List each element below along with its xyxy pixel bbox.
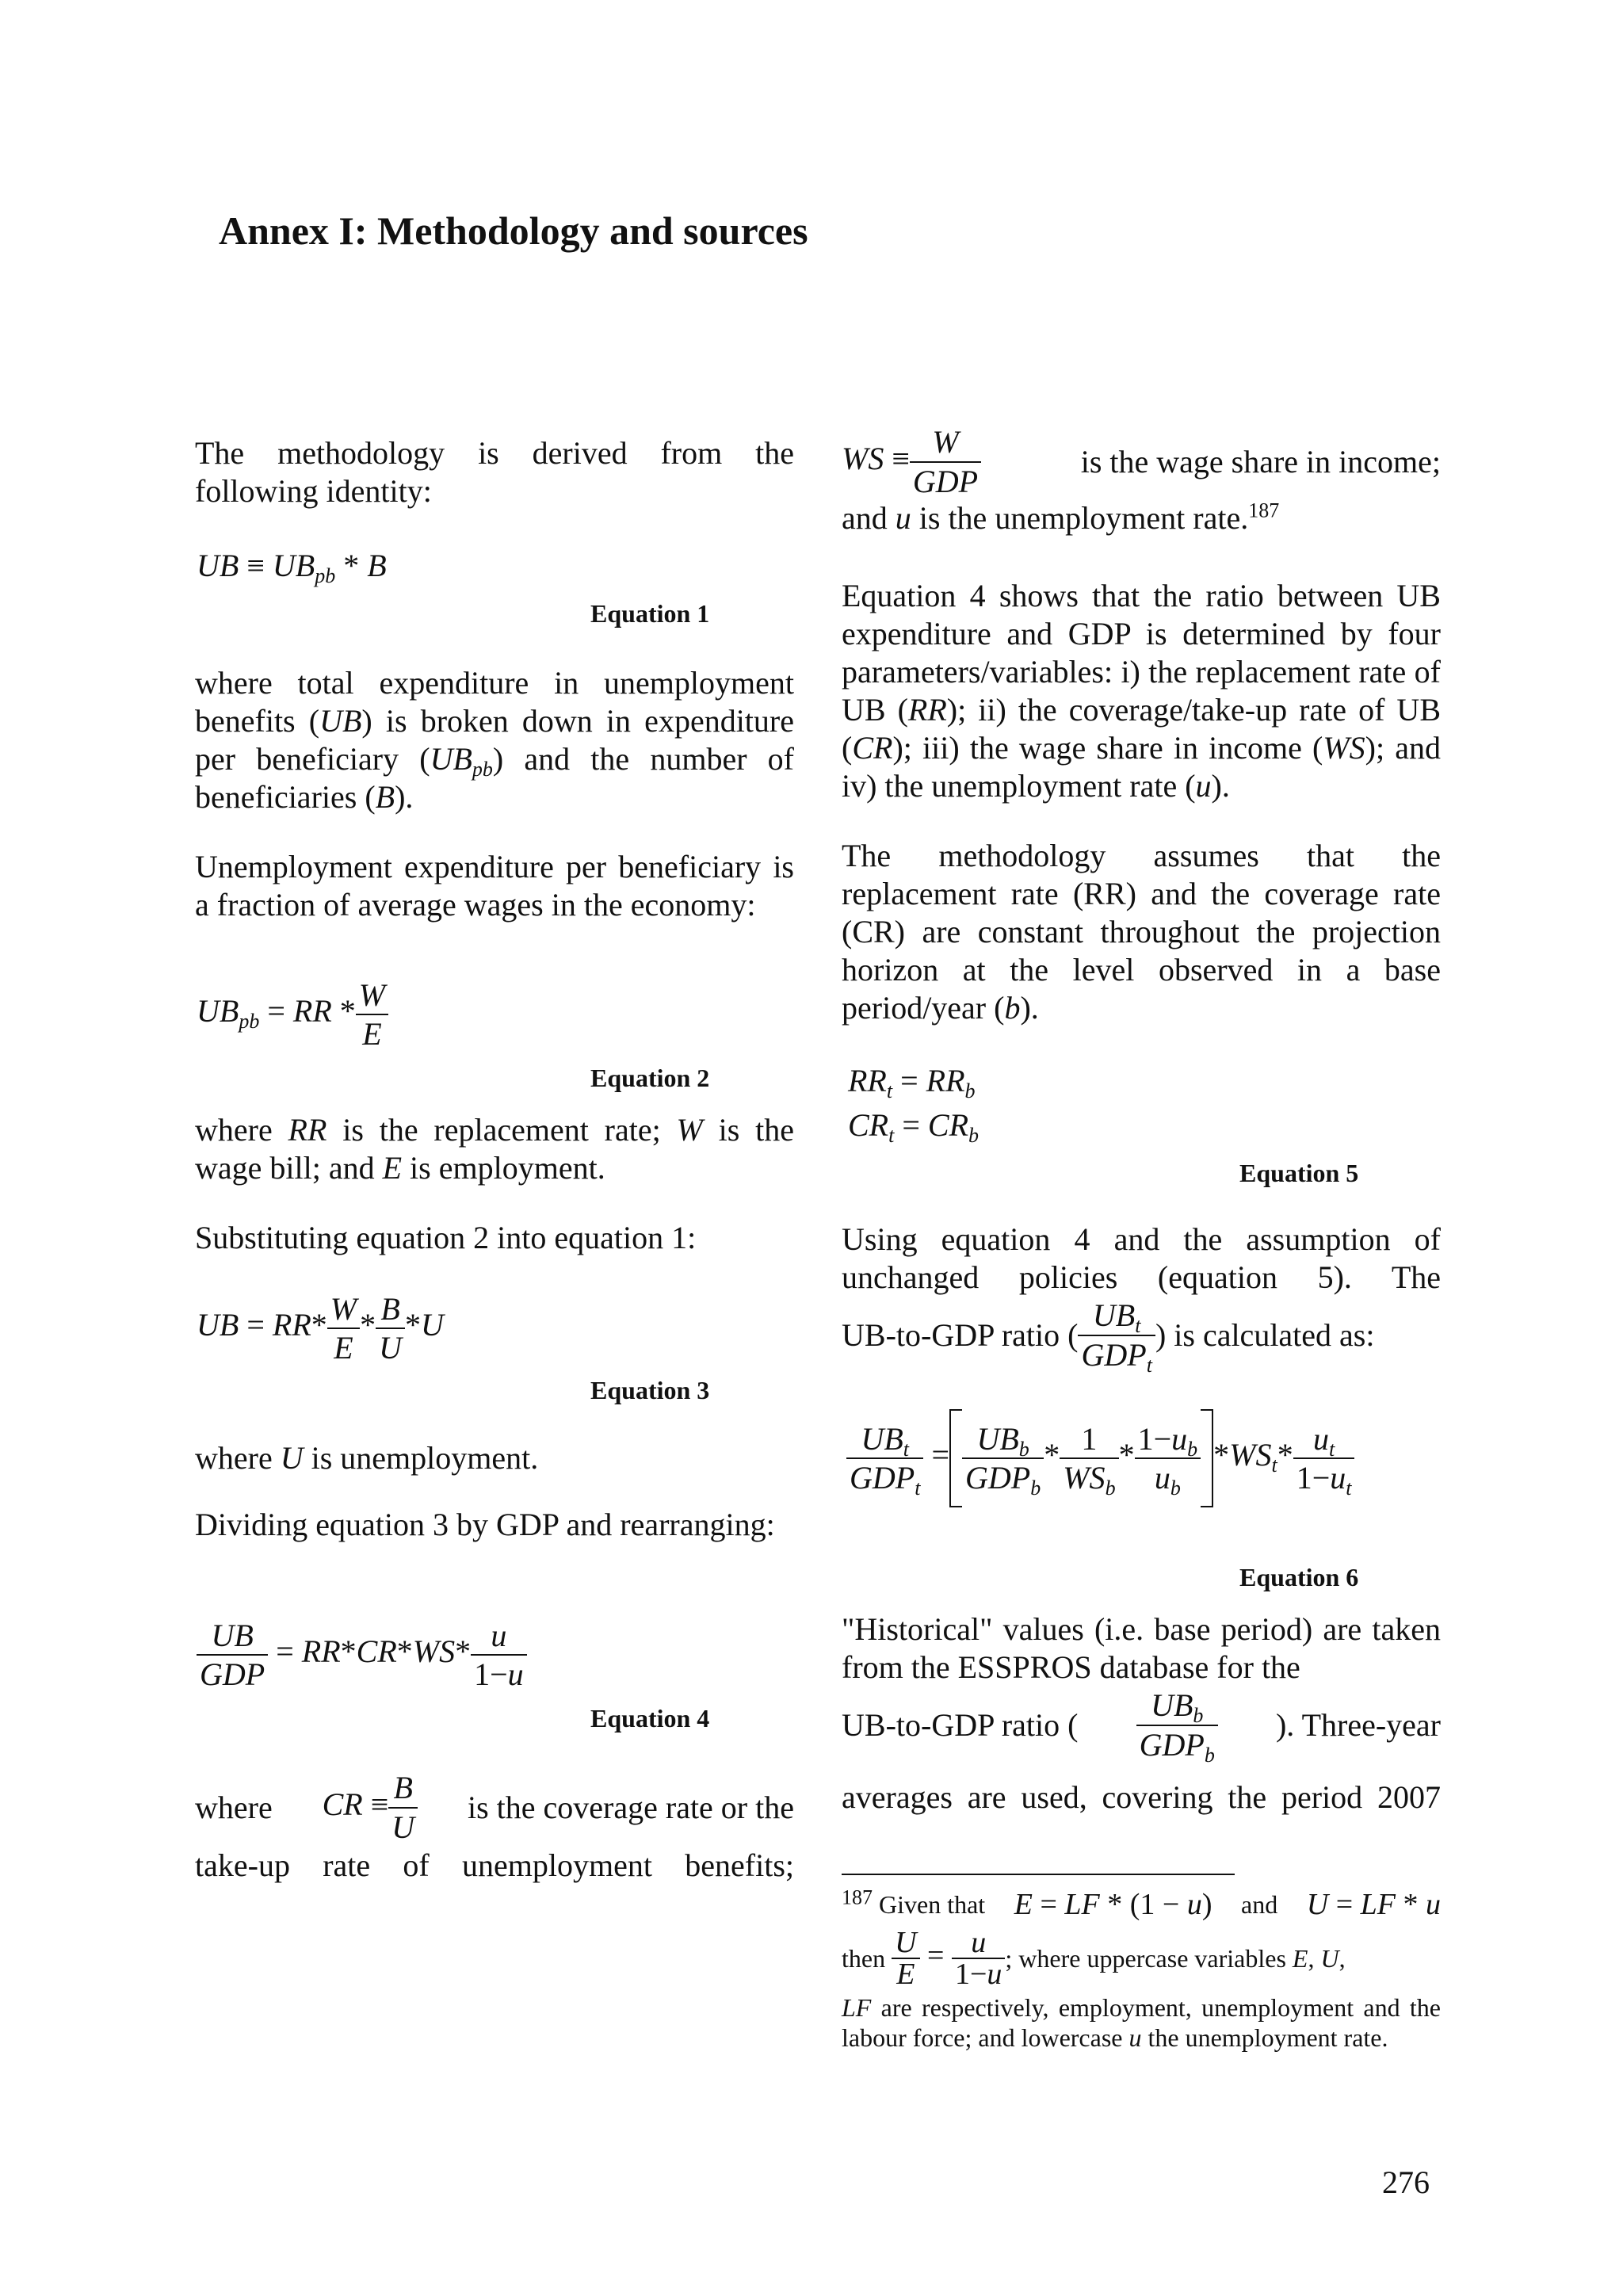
left-para-3: Unemployment expenditure per beneficiary is a fraction of average wages in the economy: [195,849,794,923]
equation-6: $\frac{UB_t}{GDP_t}$ = $\frac{UB_b}{GDP_b}$ * $\frac{1}{WS_b}$ * $\frac{1-u_b}{u_b}$ $*WS_t*$ $\frac{u_t}{1-u_t}$ [846,1409,1354,1507]
left-para-1: The methodology is derived from the following identity: [195,435,794,509]
left-para-6: where U is unemployment. [195,1440,539,1476]
footnote-reference: 187 [1248,499,1280,522]
page-heading: Annex I: Methodology and sources [219,208,808,253]
equation-2: $UB_{pb}$ = RR * $\frac{W}{E}$ [197,976,388,1052]
equation-2-label: Equation 2 [590,1064,710,1092]
left-para-7: Dividing equation 3 by GDP and rearranging: [195,1507,775,1542]
left-para-8: where CR ≡ $\frac{B}{U}$ is the coverage rate or the [195,1770,794,1845]
right-para-4: Using equation 4 and the assumption of unchanged policies (equation 5). The [842,1221,1441,1295]
page-number: 276 [1382,2164,1430,2200]
right-para-7: UB-to-GDP ratio ( $\frac{UB_b}{GDP_b}$ ). Three-year [842,1687,1441,1767]
footnote-number: 187 [842,1885,873,1909]
equation-4: $\frac{UB}{\text{GDP}}$ = RR*CR*WS* $\frac{u}{1-u}$ [197,1617,527,1693]
equation-5: $RR_t = RR_b$ $CR_t = CR_b$ [848,1063,980,1147]
equation-3-label: Equation 3 [590,1376,710,1404]
right-para-6: "Historical" values (i.e. base period) are taken from the ESSPROS database for the [842,1611,1441,1685]
left-para-2: where total expenditure in unemployment benefits (UB) is broken down in expenditure per beneficiary $(UB_{pb})$ and the number of beneficiaries (B). [195,665,794,815]
right-para-3: The methodology assumes that the replacement rate (RR) and the coverage rate (CR) are constant throughout the projection horizon at the level observed in a base period/year (b). [842,838,1441,1026]
equation-6-label: Equation 6 [1239,1563,1359,1591]
equation-3: UB = RR* $\frac{W}{E}$ * $\frac{B}{U}$ *U [197,1291,444,1366]
equation-1-label: Equation 1 [590,599,710,628]
footnote: $^{187}$ Given that E = LF * (1 − u) and U = LF * u then $\frac{U}{E}$ = $\frac{u}{1-u}$ ; where uppercase variables E, U, LF are respectively, employment, unemployment and the labour force; and lowercase u the unemployment rate. [842,1885,1441,2052]
left-para-5: Substituting equation 2 into equation 1: [195,1220,697,1255]
right-para-5: UB-to-GDP ratio ( $\frac{UB_t}{GDP_t}$ ) is calculated as: [842,1297,1375,1377]
equation-1: UB ≡ $UB_{pb}$ * B [197,548,387,587]
footnote-separator [842,1874,1235,1875]
right-para-8: averages are used, covering the period 2007 [842,1779,1441,1815]
right-para-2: Equation 4 shows that the ratio between UB expenditure and GDP is determined by four parameters/variables: i) the replacement rate of UB (RR); ii) the coverage/take-up rate of UB (CR); iii) the wage share in income (WS); and iv) the unemployment rate (u). [842,578,1441,804]
right-para-1: WS ≡ $\frac{W}{\text{GDP}}$ is the wage share in income; and u is the unemployment rate.$^{187}$ [842,424,1441,536]
equation-5-label: Equation 5 [1239,1159,1359,1187]
left-para-9: take-up rate of unemployment benefits; [195,1847,794,1883]
equation-4-label: Equation 4 [590,1704,710,1733]
left-para-4: where RR is the replacement rate; W is the wage bill; and E is employment. [195,1112,794,1186]
